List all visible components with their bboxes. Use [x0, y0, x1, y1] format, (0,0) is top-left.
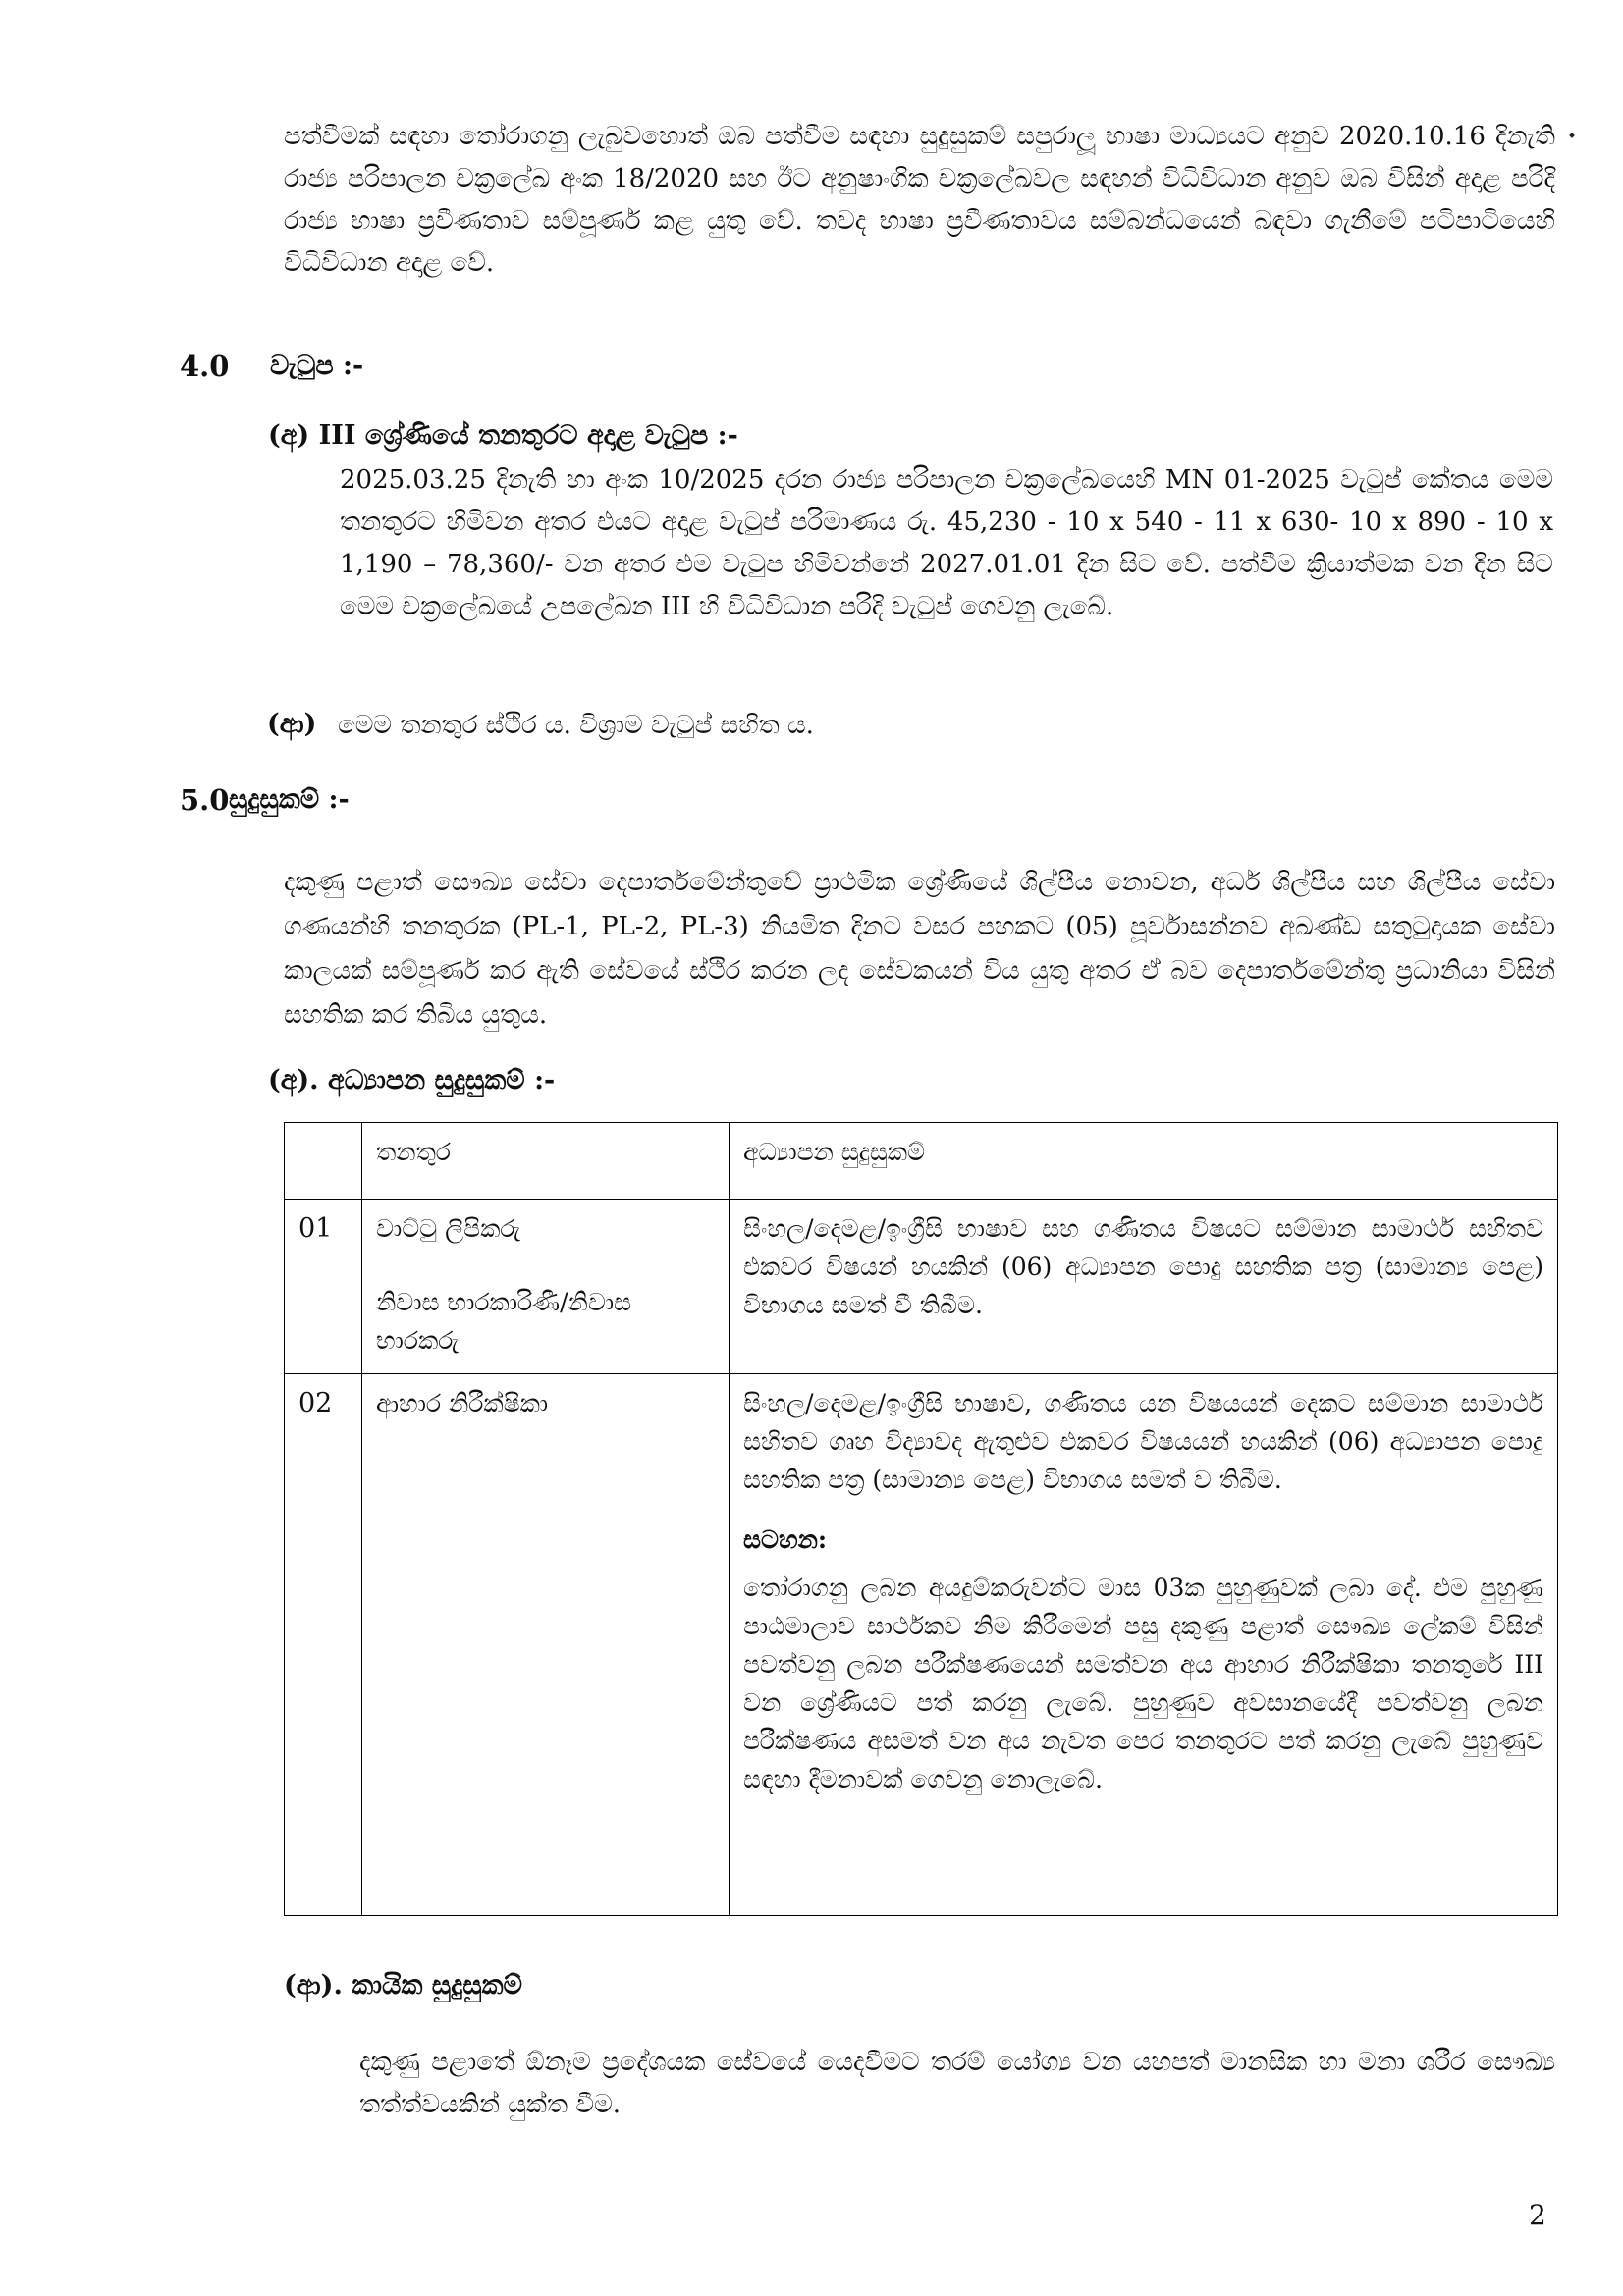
- post-ward-clerk: වාට්ටු ලිපිකරු: [376, 1214, 521, 1243]
- row-qualification: [730, 1374, 1558, 1916]
- section-5a-title: (අ). අධ්‍යාපන සුදුසුකම් :-: [268, 1065, 556, 1095]
- section-5b-title: (ආ). කායික සුදුසුකම්: [284, 1970, 522, 2001]
- section-4b-label: (ආ): [267, 709, 317, 739]
- qualification-text: සිංහල/දෙමළ/ඉංග්‍රීසි භාෂාව, ගණිතය යන විෂයයන් දෙකට සම්මාන සාමාර්ථ සහිතව ගෘහ විද්‍යාවද ඇතුළුව එකවර විෂයයන් හයකින් (06) අධ්‍යාපන පොදු සහතික පත්‍ර (සාමාන්‍ය පෙළ) විභාගය සමත් ව තිබීම.: [743, 1389, 1543, 1494]
- scan-mark: [1569, 133, 1575, 138]
- intro-paragraph: පත්වීමක් සඳහා තෝරාගනු ලැබුවහොත් ඔබ පත්වීම සඳහා සුදුසුකම් සපුරාලූ භාෂා මාධ්‍යයට අනුව 2020.10.16 දිනැති රාජ්‍ය පරිපාලන චක්‍රලේඛ අංක 18/2020 සහ ඊට අනුෂාංගික චක්‍රලේඛවල සඳහන් විධිවිධාන අනුව ඔබ විසින් අදාළ පරිදි රාජ්‍ය භාෂා ප්‍රවීණතාව සම්පූර්ණ කළ යුතු වේ. තවද භාෂා ප්‍රවීණතාවය සම්බන්ධයෙන් බඳවා ගැනීමේ පටිපාටියෙහි විධිවිධාන අදාළ වේ.: [284, 122, 1555, 278]
- row-post: [362, 1200, 730, 1374]
- section-4a-title: (අ) III ශ්‍රේණියේ තනතුරට අදාළ වැටුප :-: [268, 420, 738, 451]
- table-header-post: තනතුර: [362, 1123, 730, 1200]
- table-header-qualification: අධ්‍යාපන සුදුසුකම්: [730, 1123, 1558, 1200]
- section-5-intro: දකුණු පළාත් සෞඛ්‍ය සේවා දෙපාර්තමේන්තුවේ ප්‍රාථමික ශ්‍රේණියේ ශිල්පීය නොවන, අර්ධ ශිල්පීය සහ ශිල්පීය සේවා ගණයන්හි තනතුරක (PL-1, PL-2, PL-3) නියමිත දිනට වසර පහකට (05) පූර්වාසන්නව අඛණ්ඩ සතුටුදායක සේවා කාලයක් සම්පූර්ණ කර ඇති සේවයේ ස්ථිර කරන ලද සේවකයන් විය යුතු අතර ඒ බව දෙපාර්තමේන්තු ප්‍රධානියා විසින් සහතික කර තිබිය යුතුය.: [284, 868, 1555, 1030]
- page-number: 2: [1529, 2199, 1546, 2231]
- post-housekeeper: නිවාස භාරකාරිණී/නිවාස භාරකරු: [376, 1288, 632, 1355]
- note-title: සටහන:: [743, 1525, 828, 1554]
- row-post: [362, 1374, 730, 1916]
- row-number: 02: [285, 1374, 362, 1916]
- table-row: [285, 1374, 1558, 1916]
- table-header-row: [285, 1123, 1558, 1200]
- post-food-inspector: ආහාර නිරීක්ෂිකා: [376, 1389, 549, 1417]
- section-5-title: සුදුසුකම් :-: [229, 784, 350, 815]
- note-body: තෝරාගනු ලබන අයදුම්කරුවන්ට මාස 03ක පුහුණුවක් ලබා දේ. එම පුහුණු පාඨමාලාව සාර්ථකව නිම කිරීමෙන් පසු දකුණු පළාත් සෞඛ්‍ය ලේකම් විසින් පවත්වනු ලබන පරීක්ෂණයෙන් සමත්වන අය ආහාර නිරීක්ෂිකා තනතුරේ III වන ශ්‍රේණියට පත් කරනු ලැබේ. පුහුණුව අවසානයේදී පවත්වනු ලබන පරීක්ෂණය අසමත් වන අය නැවත පෙර තනතුරට පත් කරනු ලැබේ පුහුණුව සඳහා දීමනාවක් ගෙවනු නොලැබේ.: [743, 1574, 1543, 1793]
- section-4a-body: 2025.03.25 දිනැති හා අංක 10/2025 දරන රාජ්‍ය පරිපාලන චක්‍රලේඛයෙහි MN 01-2025 වැටුප් කේතය මෙම තනතුරට හිමිවන අතර එයට අදාළ වැටුප් පරිමාණය රු. 45,230 - 10 x 540 - 11 x 630- 10 x 890 - 10 x 1,190 – 78,360/- වන අතර එම වැටුප හිමිවන්නේ 2027.01.01 දින සිට වේ. පත්වීම ක්‍රියාත්මක වන දින සිට මෙම චක්‍රලේඛයේ උපලේඛන III හි විධිවිධාන පරිදි වැටුප් ගෙවනු ලැබේ.: [340, 465, 1553, 621]
- section-5-number: 5.0: [180, 783, 230, 817]
- education-qualifications-table: [284, 1122, 1558, 1916]
- table-header-number: [285, 1123, 362, 1200]
- table-row: [285, 1200, 1558, 1374]
- section-5b-body: දකුණු පළාතේ ඕනෑම ප්‍රදේශයක සේවයේ යෙදවීමට තරම් යෝග්‍ය වන යහපත් මානසික හා මනා ශරීර සෞඛ්‍ය තත්ත්වයකින් යුක්ත වීම.: [359, 2048, 1555, 2119]
- section-4b-body: මෙම තනතුර ස්ථිර ය. විශ්‍රාම වැටුප් සහිත ය.: [338, 711, 814, 740]
- section-4-number: 4.0: [180, 349, 230, 383]
- row-qualification: සිංහල/දෙමළ/ඉංග්‍රීසි භාෂාව සහ ගණිතය විෂයට සම්මාන සාමාර්ථ සහිතව එකවර විෂයන් හයකින් (06) අධ්‍යාපන පොදු සහතික පත්‍ර (සාමාන්‍ය පෙළ) විභාගය සමත් වී තිබීම.: [730, 1200, 1558, 1374]
- row-number: 01: [285, 1200, 362, 1374]
- section-4-title: වැටුප :-: [270, 350, 364, 381]
